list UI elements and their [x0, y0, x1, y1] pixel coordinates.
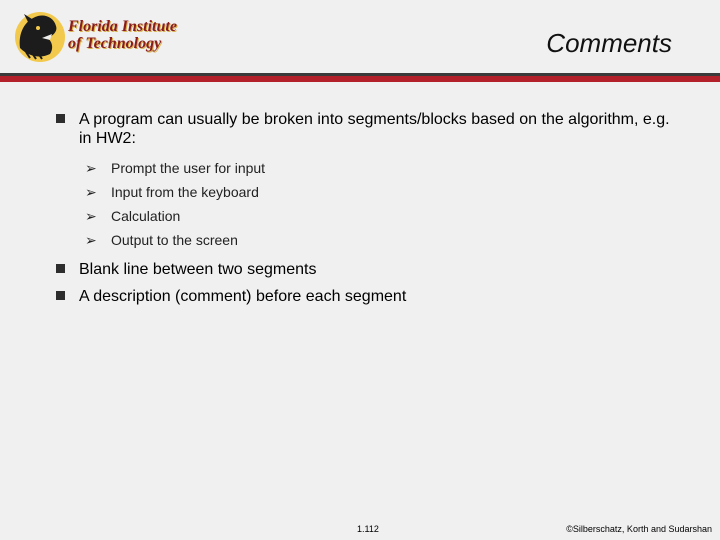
header-rule-red	[0, 76, 720, 82]
sub-bullet-input	[85, 180, 676, 204]
sub-bullet-text: Calculation	[111, 208, 181, 224]
bullet-program-segments	[56, 110, 676, 148]
bullet-text: A program can usually be broken into segments/blocks based on the algorithm, e.g. in HW2:	[79, 111, 670, 147]
slide-title: Comments	[546, 28, 672, 58]
square-bullet-icon	[56, 114, 65, 123]
sub-bullet-text: Input from the keyboard	[111, 184, 259, 200]
square-bullet-icon	[56, 291, 65, 300]
bullet-text: Blank line between two segments	[79, 261, 317, 278]
arrow-bullet-icon: ➢	[85, 208, 97, 224]
page-number: 1.112	[357, 524, 379, 534]
logo-line-1: Florida Institute	[68, 18, 177, 35]
sub-bullet-calculation	[85, 204, 676, 228]
bullet-description	[56, 287, 676, 306]
sub-bullet-prompt	[85, 156, 676, 180]
bullet-blank-line	[56, 260, 676, 279]
sub-bullet-output	[85, 228, 676, 252]
bullet-text: A description (comment) before each segment	[79, 288, 407, 305]
logo-text	[68, 18, 177, 52]
sub-bullet-list	[85, 156, 676, 252]
arrow-bullet-icon: ➢	[85, 160, 97, 176]
sub-bullet-text: Output to the screen	[111, 232, 238, 248]
arrow-bullet-icon: ➢	[85, 232, 97, 248]
panther-icon	[12, 8, 68, 64]
arrow-bullet-icon: ➢	[85, 184, 97, 200]
square-bullet-icon	[56, 264, 65, 273]
fit-logo	[12, 8, 182, 64]
copyright-notice: ©Silberschatz, Korth and Sudarshan	[566, 524, 712, 534]
slide-content	[56, 110, 676, 314]
logo-line-2: of Technology	[68, 35, 162, 52]
sub-bullet-text: Prompt the user for input	[111, 160, 266, 176]
